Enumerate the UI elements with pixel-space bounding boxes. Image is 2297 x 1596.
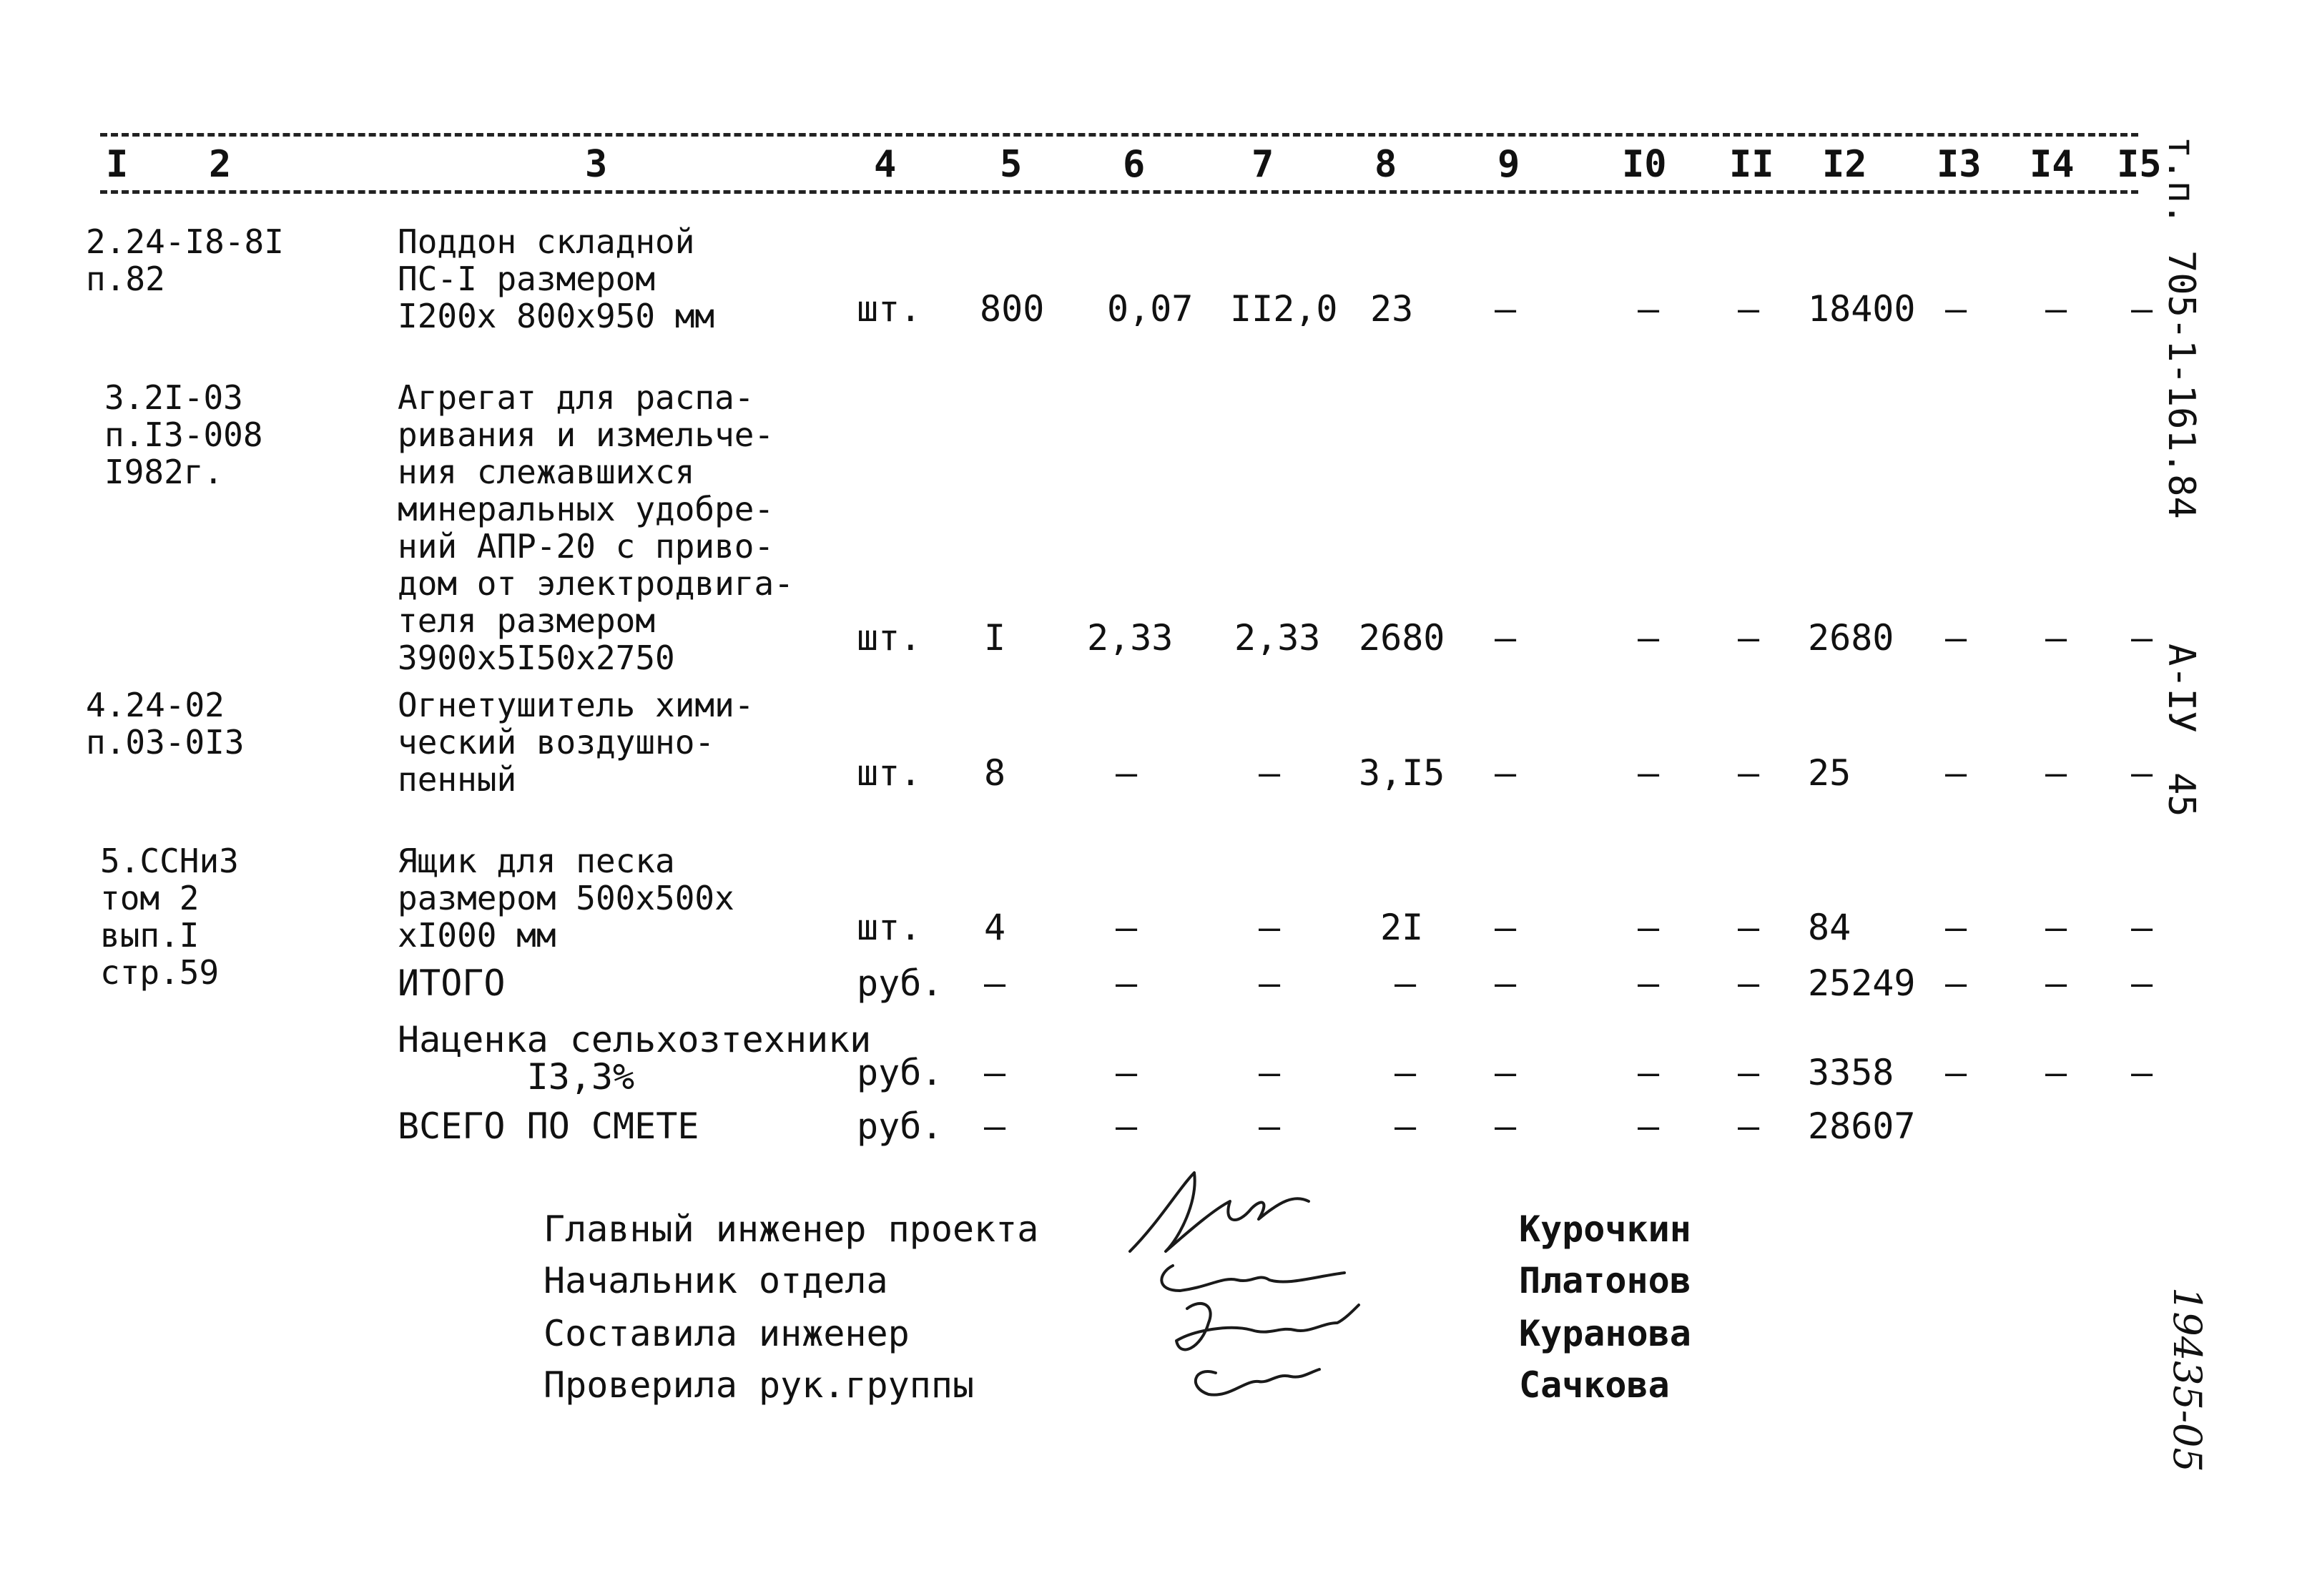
row-ref: 5.ССНиЗ том 2 вып.I стр.59: [100, 842, 239, 992]
column-header-8: 8: [1374, 143, 1397, 186]
total-unit: руб.: [857, 962, 943, 1004]
grand-total-label: ВСЕГО ПО СМЕТЕ: [398, 1105, 699, 1147]
total-col12: 25249: [1808, 962, 1916, 1004]
column-header-10: I0: [1622, 143, 1667, 186]
page-number: 45: [2160, 772, 2203, 817]
row-name: Поддон складной ПС-I размером I200х 800х950 мм: [398, 222, 715, 335]
markup-col12: 3358: [1808, 1052, 1894, 1093]
row-col12: 84: [1808, 907, 1851, 948]
project-code: 705-1-161.84: [2160, 250, 2203, 519]
signature-stroke: [1130, 1173, 1309, 1251]
row-name: Огнетушитель хими- ческий воздушно- пенный: [398, 686, 754, 799]
row-col10: –: [1638, 907, 1660, 948]
row-unit: шт.: [857, 907, 922, 948]
grand-total-col5: –: [984, 1105, 1006, 1147]
column-header-12: I2: [1822, 143, 1867, 186]
markup-col7: –: [1259, 1052, 1281, 1093]
row-col14: –: [2045, 288, 2067, 330]
row-col7: 2,33: [1234, 617, 1321, 659]
row-unit: шт.: [857, 288, 922, 330]
header-top-rule: [100, 133, 2138, 137]
row-col9: –: [1495, 617, 1517, 659]
header-bottom-rule: [100, 190, 2138, 194]
row-col15: –: [2131, 752, 2153, 794]
total-col9: –: [1495, 962, 1517, 1004]
row-col13: –: [1945, 907, 1967, 948]
column-header-9: 9: [1497, 143, 1520, 186]
signer-title-department-head: Начальник отдела: [543, 1260, 888, 1301]
row-col12: 2680: [1808, 617, 1894, 659]
column-header-14: I4: [2030, 143, 2075, 186]
total-col11: –: [1738, 962, 1760, 1004]
row-col11: –: [1738, 907, 1760, 948]
column-header-13: I3: [1937, 143, 1982, 186]
column-header-15: I5: [2117, 143, 2162, 186]
row-unit: шт.: [857, 752, 922, 794]
row-name: Ящик для песка размером 500х500х хI000 мм: [398, 842, 734, 955]
grand-total-col8: –: [1395, 1105, 1417, 1147]
signer-name-department-head: Платонов: [1519, 1260, 1691, 1301]
total-col10: –: [1638, 962, 1660, 1004]
grand-total-col7: –: [1259, 1105, 1281, 1147]
row-col11: –: [1738, 617, 1760, 659]
markup-col15: –: [2131, 1052, 2153, 1093]
row-col10: –: [1638, 752, 1660, 794]
handwritten-signatures: [1116, 1158, 1459, 1416]
total-col14: –: [2045, 962, 2067, 1004]
markup-col13: –: [1945, 1052, 1967, 1093]
markup-col11: –: [1738, 1052, 1760, 1093]
column-header-11: II: [1729, 143, 1774, 186]
row-ref: 2.24-I8-8I п.82: [86, 222, 284, 298]
markup-col6: –: [1116, 1052, 1138, 1093]
row-col7: –: [1259, 907, 1281, 948]
row-col8: 23: [1370, 288, 1414, 330]
grand-total-unit: руб.: [857, 1105, 943, 1147]
column-header-4: 4: [874, 143, 897, 186]
row-col5: I: [984, 617, 1006, 659]
column-header-2: 2: [209, 143, 232, 186]
grand-total-col12: 28607: [1808, 1105, 1916, 1147]
row-ref: 4.24-02 п.03-0I3: [86, 686, 245, 762]
row-col12: 25: [1808, 752, 1851, 794]
row-col6: 0,07: [1107, 288, 1194, 330]
row-col6: –: [1116, 907, 1138, 948]
signer-title-chief-engineer: Главный инженер проекта: [543, 1208, 1039, 1250]
row-ref: 3.2I-03 п.I3-008 I982г.: [104, 378, 263, 491]
row-col8: 3,I5: [1359, 752, 1445, 794]
inventory-number: 19435-05: [2165, 1287, 2210, 1472]
total-col8: –: [1395, 962, 1417, 1004]
markup-col9: –: [1495, 1052, 1517, 1093]
grand-total-col6: –: [1116, 1105, 1138, 1147]
row-col14: –: [2045, 907, 2067, 948]
row-col13: –: [1945, 617, 1967, 659]
row-col14: –: [2045, 617, 2067, 659]
row-col5: 4: [984, 907, 1006, 948]
signer-name-engineer: Куранова: [1519, 1313, 1691, 1354]
row-col6: 2,33: [1087, 617, 1174, 659]
column-header-6: 6: [1123, 143, 1146, 186]
grand-total-col10: –: [1638, 1105, 1660, 1147]
markup-label: Наценка сельхозтехники I3,3%: [398, 1019, 872, 1098]
row-col9: –: [1495, 288, 1517, 330]
signature-stroke: [1176, 1304, 1359, 1349]
signer-name-chief-engineer: Курочкин: [1519, 1208, 1691, 1250]
signer-title-group-lead: Проверила рук.группы: [543, 1364, 975, 1406]
markup-unit: руб.: [857, 1052, 943, 1093]
row-col13: –: [1945, 288, 1967, 330]
row-col8: 2680: [1359, 617, 1445, 659]
row-name: Агрегат для распа- ривания и измельче- ния слежавшихся минеральных удобре- ний АПР-20 с приво- дом от электродвига- теля размером 3900х5I50х2750: [398, 378, 794, 677]
total-col7: –: [1259, 962, 1281, 1004]
row-col10: –: [1638, 288, 1660, 330]
row-col8: 2I: [1380, 907, 1424, 948]
row-col15: –: [2131, 617, 2153, 659]
signer-name-group-lead: Сачкова: [1519, 1364, 1670, 1406]
row-col15: –: [2131, 288, 2153, 330]
column-header-1: I: [106, 143, 129, 186]
row-col6: –: [1116, 752, 1138, 794]
row-col11: –: [1738, 288, 1760, 330]
grand-total-col9: –: [1495, 1105, 1517, 1147]
total-col6: –: [1116, 962, 1138, 1004]
markup-col10: –: [1638, 1052, 1660, 1093]
total-label: ИТОГО: [398, 962, 506, 1004]
tp-label: т.п.: [2160, 136, 2203, 226]
signature-stroke: [1161, 1266, 1344, 1291]
total-col5: –: [984, 962, 1006, 1004]
row-col10: –: [1638, 617, 1660, 659]
row-col5: 800: [980, 288, 1045, 330]
column-header-3: 3: [585, 143, 608, 186]
row-col13: –: [1945, 752, 1967, 794]
grand-total-col11: –: [1738, 1105, 1760, 1147]
row-col9: –: [1495, 907, 1517, 948]
column-header-5: 5: [1000, 143, 1023, 186]
row-col9: –: [1495, 752, 1517, 794]
row-col11: –: [1738, 752, 1760, 794]
row-col15: –: [2131, 907, 2153, 948]
row-unit: шт.: [857, 617, 922, 659]
row-col7: II2,0: [1230, 288, 1338, 330]
total-col15: –: [2131, 962, 2153, 1004]
markup-col5: –: [984, 1052, 1006, 1093]
total-col13: –: [1945, 962, 1967, 1004]
row-col5: 8: [984, 752, 1006, 794]
signer-title-engineer: Составила инженер: [543, 1313, 910, 1354]
album-label: А-IУ: [2160, 644, 2203, 734]
row-col7: –: [1259, 752, 1281, 794]
column-header-7: 7: [1251, 143, 1274, 186]
markup-col8: –: [1395, 1052, 1417, 1093]
row-col12: 18400: [1808, 288, 1916, 330]
signature-stroke: [1196, 1369, 1319, 1395]
markup-col14: –: [2045, 1052, 2067, 1093]
row-col14: –: [2045, 752, 2067, 794]
